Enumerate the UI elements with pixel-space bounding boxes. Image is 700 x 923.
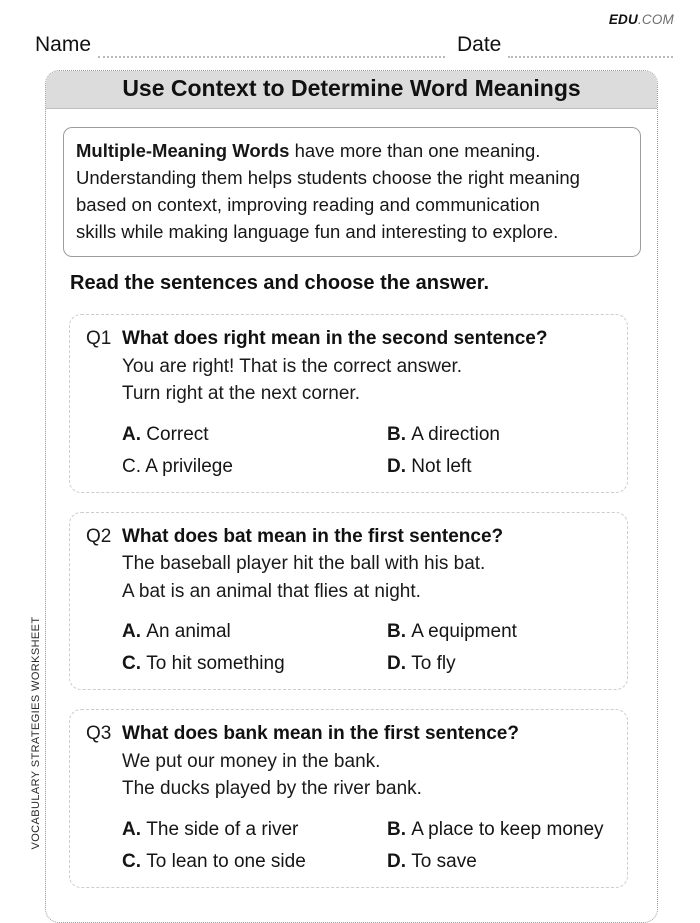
definition-line <box>76 137 628 164</box>
option-text: Not left <box>411 455 472 477</box>
options-grid <box>122 421 613 480</box>
option-text: A direction <box>411 423 501 445</box>
name-label: Name <box>35 33 92 56</box>
questions-list <box>63 314 641 888</box>
option-text: To fly <box>411 653 456 674</box>
name-date-row <box>35 32 673 58</box>
option-text: A privilege <box>145 455 233 477</box>
answer-option-b[interactable] <box>387 816 613 843</box>
question-sentence: Turn right at the next corner. <box>122 383 360 404</box>
date-field <box>457 32 673 58</box>
top-bar <box>0 0 700 30</box>
question-number: Q1 <box>86 328 112 349</box>
option-letter: D. <box>387 653 412 674</box>
answer-option-c[interactable] <box>122 650 387 677</box>
answer-option-d[interactable] <box>387 650 613 677</box>
answer-option-c[interactable] <box>122 453 387 480</box>
option-letter: B. <box>387 621 412 642</box>
answer-option-a[interactable] <box>122 421 387 448</box>
worksheet-card <box>45 70 658 923</box>
question-card <box>69 512 628 691</box>
option-text: The side of a river <box>146 818 299 840</box>
question-card <box>69 314 628 493</box>
option-letter: B. <box>387 423 412 445</box>
answer-option-a[interactable] <box>122 618 387 645</box>
answer-option-b[interactable] <box>387 618 613 645</box>
options-grid <box>122 618 613 677</box>
question-number: Q2 <box>86 525 112 547</box>
definition-line: Understanding them helps students choose the right meaning <box>76 167 580 188</box>
answer-option-c[interactable] <box>122 848 387 875</box>
option-text: To lean to one side <box>146 850 306 872</box>
question-sentences <box>122 353 613 408</box>
sidebar-vertical-label: VOCABULARY STRATEGIES WORKSHEET <box>30 616 42 850</box>
question-sentences <box>122 550 613 605</box>
date-input-line[interactable] <box>508 36 673 58</box>
option-text: To hit something <box>146 653 285 674</box>
options-grid <box>122 816 613 875</box>
question-prompt: What does right mean in the second sentence? <box>122 328 548 349</box>
option-letter: C. <box>122 455 146 477</box>
option-letter: C. <box>122 850 147 872</box>
answer-option-b[interactable] <box>387 421 613 448</box>
date-label: Date <box>457 33 502 56</box>
option-text: To save <box>411 850 477 872</box>
worksheet-title: Use Context to Determine Word Meanings <box>46 71 657 109</box>
logo-edu-text: EDU <box>608 12 638 27</box>
instruction-text: Read the sentences and choose the answer. <box>70 272 490 294</box>
question-number: Q3 <box>86 723 112 744</box>
name-field <box>35 32 445 58</box>
option-letter: A. <box>122 423 147 445</box>
name-input-line[interactable] <box>98 36 445 58</box>
edu-com-logo <box>609 12 674 27</box>
question-sentence: A bat is an animal that flies at night. <box>122 580 421 602</box>
question-sentence: We put our money in the bank. <box>122 750 381 772</box>
definition-box <box>63 127 641 257</box>
question-sentence: The baseball player hit the ball with his bat. <box>122 553 486 574</box>
option-letter: A. <box>122 818 147 840</box>
answer-option-a[interactable] <box>122 816 387 843</box>
question-sentence: The ducks played by the river bank. <box>122 778 422 799</box>
question-prompt: What does bat mean in the first sentence? <box>122 525 504 547</box>
option-letter: B. <box>387 818 412 840</box>
option-text: Correct <box>146 423 209 445</box>
question-prompt: What does bank mean in the first sentence? <box>122 723 519 744</box>
definition-term: Multiple-Meaning Words <box>76 140 290 161</box>
question-card <box>69 709 628 888</box>
option-text: A place to keep money <box>411 818 604 840</box>
option-letter: C. <box>122 653 147 674</box>
logo-com-text: .COM <box>637 12 674 27</box>
answer-option-d[interactable] <box>387 453 613 480</box>
worksheet-body <box>46 109 657 922</box>
option-letter: D. <box>387 850 412 872</box>
definition-line: based on context, improving reading and communication <box>76 194 540 215</box>
definition-line: skills while making language fun and interesting to explore. <box>76 221 559 242</box>
question-sentence: You are right! That is the correct answer. <box>122 355 463 377</box>
option-text: An animal <box>146 621 231 642</box>
option-text: A equipment <box>411 621 517 642</box>
option-letter: A. <box>122 621 147 642</box>
option-letter: D. <box>387 455 412 477</box>
answer-option-d[interactable] <box>387 848 613 875</box>
definition-line1-text: have more than one meaning. <box>289 140 541 161</box>
question-sentences <box>122 748 613 803</box>
